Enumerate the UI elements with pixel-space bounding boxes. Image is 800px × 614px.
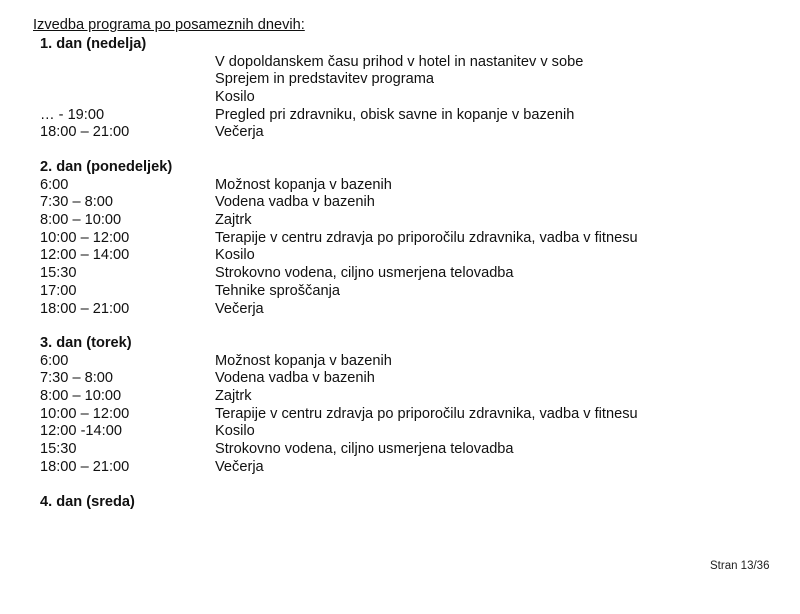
schedule-row [40,107,740,125]
activity: Pregled pri zdravniku, obisk savne in kopanje v bazenih [215,106,575,123]
day-heading: 1. dan (nedelja) [40,36,147,52]
activity: Vodena vadba v bazenih [215,194,375,211]
schedule-row [40,194,740,212]
schedule-row [40,212,740,230]
day-section [40,335,740,477]
schedule-row [40,406,740,424]
time: 8:00 – 10:00 [40,212,122,229]
time: 10:00 – 12:00 [40,405,130,422]
schedule-row [40,283,740,301]
schedule-row [40,71,740,89]
schedule-row [40,301,740,319]
activity: V dopoldanskem času prihod v hotel in nastanitev v sobe [215,53,584,70]
time: 8:00 – 10:00 [40,388,122,405]
activity: Tehnike sproščanja [215,282,340,299]
activity: Strokovno vodena, ciljno usmerjena telovadba [215,265,514,282]
activity: Vodena vadba v bazenih [215,370,375,387]
day-heading: 2. dan (ponedeljek) [40,159,173,175]
schedule-row [40,177,740,195]
time: 12:00 -14:00 [40,423,122,440]
activity: Zajtrk [215,388,252,405]
schedule-row [40,124,740,142]
time: 10:00 – 12:00 [40,229,130,246]
activity: Možnost kopanja v bazenih [215,352,392,369]
day-heading: 4. dan (sreda) [40,494,135,510]
schedule-row [40,54,740,72]
activity: Sprejem in predstavitev programa [215,71,435,88]
time: 7:30 – 8:00 [40,194,114,211]
time: 18:00 – 21:00 [40,300,130,317]
activity: Kosilo [215,423,255,440]
day-section [40,36,740,142]
document-title: Izvedba programa po posameznih dnevih: [33,17,305,33]
schedule-row [40,230,740,248]
time: 6:00 [40,176,69,193]
day-section [40,494,740,512]
page-number: Stran 13/36 [710,560,770,572]
schedule-row [40,265,740,283]
schedule-row [40,441,740,459]
schedule-row [40,89,740,107]
time: 12:00 – 14:00 [40,247,130,264]
activity: Večerja [215,124,264,141]
time: 18:00 – 21:00 [40,458,130,475]
day-heading: 3. dan (torek) [40,335,132,351]
time: 17:00 [40,282,77,299]
schedule-row [40,370,740,388]
schedule-row [40,353,740,371]
day-section [40,159,740,318]
activity: Strokovno vodena, ciljno usmerjena telovadba [215,441,514,458]
time: 6:00 [40,352,69,369]
activity: Kosilo [215,89,255,106]
time: … - 19:00 [40,106,105,123]
activity: Kosilo [215,247,255,264]
activity: Zajtrk [215,212,252,229]
activity: Terapije v centru zdravja po priporočilu zdravnika, vadba v fitnesu [215,229,638,246]
time: 18:00 – 21:00 [40,124,130,141]
schedule-row [40,423,740,441]
activity: Večerja [215,458,264,475]
schedule-row [40,247,740,265]
time: 7:30 – 8:00 [40,370,114,387]
activity: Večerja [215,300,264,317]
time: 15:30 [40,441,77,458]
activity: Terapije v centru zdravja po priporočilu zdravnika, vadba v fitnesu [215,405,638,422]
schedule-row [40,459,740,477]
activity: Možnost kopanja v bazenih [215,176,392,193]
time: 15:30 [40,265,77,282]
schedule-row [40,388,740,406]
